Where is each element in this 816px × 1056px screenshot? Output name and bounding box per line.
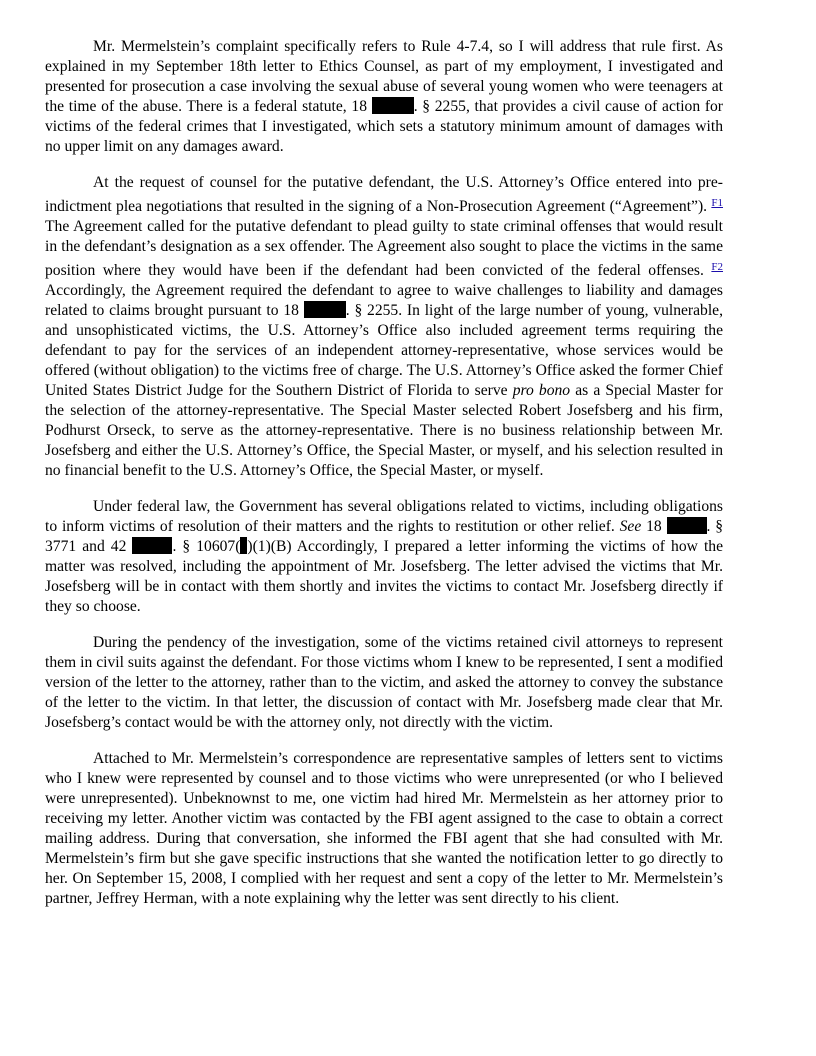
redaction-block xyxy=(304,301,346,318)
redaction-block xyxy=(667,517,707,534)
paragraph-agreement xyxy=(45,173,723,481)
p1-text-a: Mr. Mermelstein’s complaint specifically refers to Rule 4-7.4, so I will address that rule first. As explained in my September 18th letter to Ethics Counsel, as part of my employment, I investigated and presented for prosecution a case involving the sexual abuse of several young women who were teenagers at the time of the abuse. There is a federal statute, 18 xyxy=(45,38,723,115)
p3-text-b: 18 xyxy=(641,518,667,535)
paragraph-civil-attorneys: During the pendency of the investigation, some of the victims retained civil attorneys to represent them in civil suits against the defendant. For those victims whom I knew to be represented, I sent a modified version of the letter to the attorney, rather than to the victim, and asked the attorney to convey the substance of the letter to the victim. In that letter, the discussion of contact with Mr. Josefsberg made clear that Mr. Josefsberg’s contact would be with the attorney only, not directly with the victim. xyxy=(45,634,723,731)
footnote-link-f1[interactable]: F1 xyxy=(711,197,723,209)
paragraph-federal-obligations xyxy=(45,497,723,617)
p1-text-b: . § 2255, that provides a civil cause of action for victims of the federal crimes that I investigated, which sets a statutory minimum amount of damages with no upper limit on any damages award. xyxy=(45,98,724,155)
p2-text-d: . § 2255. In light of the large number of young, vulnerable, and unsophisticated victims, the U.S. Attorney’s Office also included agreement terms requiring the defendant to pay for the services of an independent attorney-representative, whose services would be offered (without obligation) to the victims free of charge. The U.S. Attorney’s Office asked the former Chief United States District Judge for the Southern District of Florida to serve xyxy=(45,302,723,399)
p3-text-d: . § 10607( xyxy=(172,538,241,555)
p3-text-e: )(1)(B) Accordingly, I prepared a letter informing the victims of how the matter was resolved, including the appointment of Mr. Josefsberg. The letter advised the victims that Mr. Josefsberg will be in contact with them shortly and invites the victims to contact Mr. Josefsberg directly if they so choose. xyxy=(45,538,723,615)
document-page xyxy=(45,37,723,925)
p2-text-c: Accordingly, the Agreement required the defendant to agree to waive challenges to liability and damages related to claims brought pursuant to 18 xyxy=(45,282,723,319)
paragraph-rule-4-7-4 xyxy=(45,37,723,157)
p3-text-c: . § 3771 and 42 xyxy=(45,518,724,555)
redaction-block xyxy=(132,537,172,554)
p2-text-e: as a Special Master for the selection of the attorney-representative. The Special Master selected Robert Josefsberg and his firm, Podhurst Orseck, to serve as the attorney-representative. There is no business relationship between Mr. Josefsberg and either the U.S. Attorney’s Office, the Special Master, or myself, and his selection resulted in no financial benefit to the U.S. Attorney’s Office, the Special Master, or myself. xyxy=(45,382,723,479)
p3-text-a: Under federal law, the Government has several obligations related to victims, including obligations to inform victims of resolution of their matters and the rights to restitution or other relief. xyxy=(45,498,723,535)
p3-italic-see: See xyxy=(619,518,642,535)
p2-text-a: At the request of counsel for the putative defendant, the U.S. Attorney’s Office entered into pre-indictment plea negotiations that resulted in the signing of a Non-Prosecution Agreement (“Agreement”). xyxy=(45,174,723,215)
p2-italic-pro-bono: pro bono xyxy=(512,382,571,399)
paragraph-attached-letters: Attached to Mr. Mermelstein’s correspondence are representative samples of letters sent to victims who I knew were represented by counsel and to those victims who were unrepresented (or who I believed were unrepresented). Unbeknownst to me, one victim had hired Mr. Mermelstein as her attorney prior to receiving my letter. Another victim was contacted by the FBI agent assigned to the case to obtain a correct mailing address. During that conversation, she informed the FBI agent that she had consulted with Mr. Mermelstein’s firm but she gave specific instructions that she wanted the notification letter to go directly to her. On September 15, 2008, I complied with her request and sent a copy of the letter to Mr. Mermelstein’s partner, Jeffrey Herman, with a note explaining why the letter was sent directly to his client. xyxy=(45,750,723,907)
redaction-block xyxy=(372,97,414,114)
p2-text-b: The Agreement called for the putative defendant to plead guilty to state criminal offenses that would result in the defendant’s designation as a sex offender. The Agreement also sought to place the victims in the same position where they would have been if the defendant had been convicted of the federal offenses. xyxy=(45,218,723,279)
footnote-link-f2[interactable]: F2 xyxy=(711,261,723,273)
